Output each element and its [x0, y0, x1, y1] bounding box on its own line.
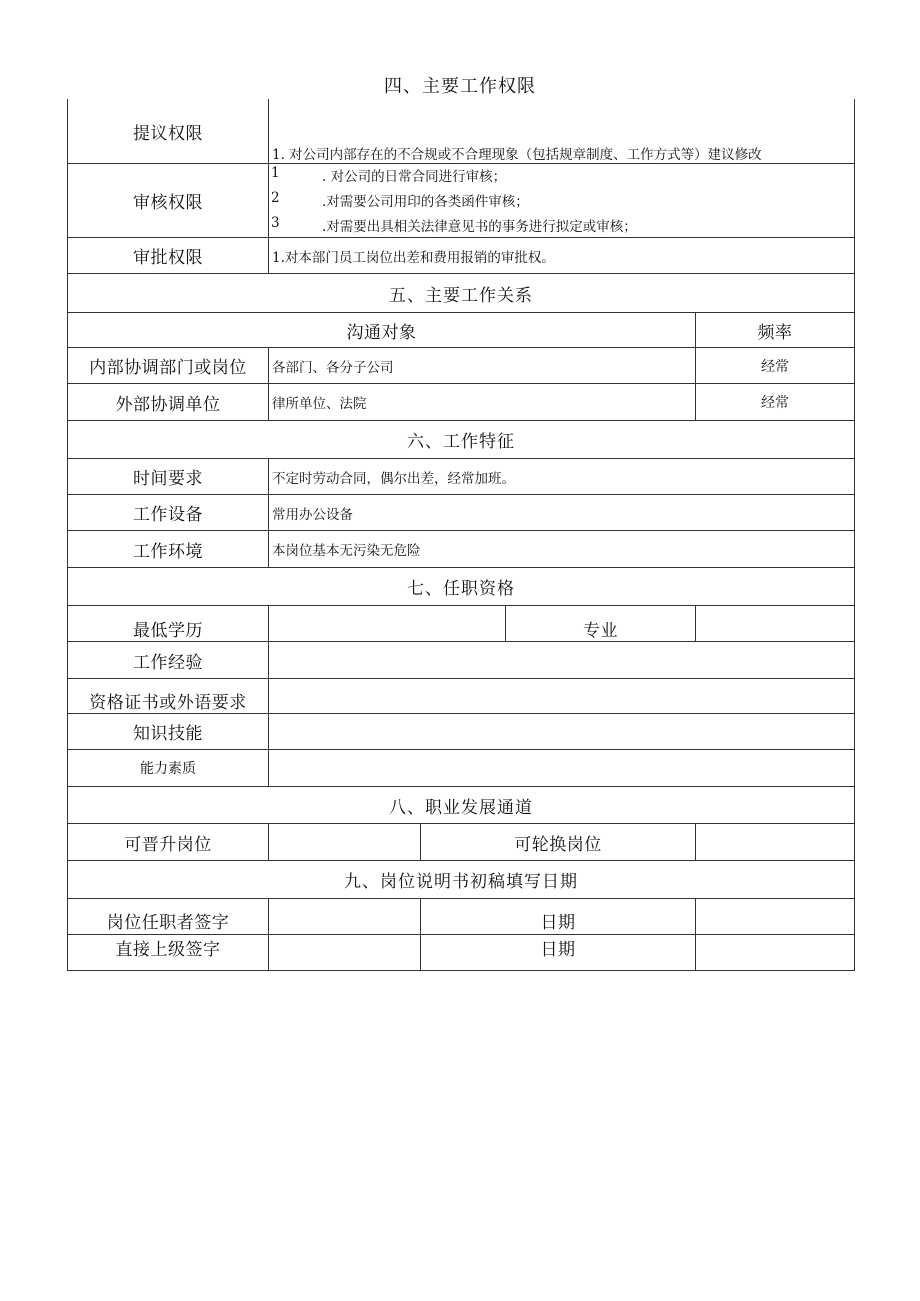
- section-title-date-fill: 九、岗位说明书初稿填写日期: [344, 872, 578, 892]
- internal-coordination-frequency: 经常: [761, 358, 789, 375]
- proposal-authority-text: 1. 对公司内部存在的不合规或不合理现象（包括规章制度、工作方式等）建议修改: [272, 147, 762, 163]
- frequency-header: 频率: [757, 322, 793, 343]
- review-item-3-num: 3: [271, 215, 280, 231]
- promotion-position-label: 可晋升岗位: [124, 834, 212, 855]
- certificate-language-label: 资格证书或外语要求: [89, 692, 247, 713]
- ability-quality-label: 能力素质: [140, 761, 196, 777]
- rotation-position-label: 可轮换岗位: [514, 834, 602, 855]
- review-item-2-num: 2: [271, 190, 280, 206]
- review-item-3-text: .对需要出具相关法律意见书的事务进行拟定或审核；: [322, 219, 637, 235]
- external-coordination-label: 外部协调单位: [115, 394, 221, 415]
- review-item-2-text: .对需要公司用印的各类函件审核；: [322, 194, 529, 210]
- min-education-label: 最低学历: [133, 620, 203, 641]
- external-coordination-frequency: 经常: [761, 395, 789, 411]
- review-item-1-text: . 对公司的日常合同进行审核；: [322, 169, 507, 185]
- internal-coordination-label: 内部协调部门或岗位: [89, 358, 247, 378]
- knowledge-skills-label: 知识技能: [133, 724, 203, 744]
- position-holder-signature-label: 岗位任职者签字: [106, 912, 230, 933]
- major-value: [696, 606, 854, 641]
- approval-authority-label: 审批权限: [133, 248, 203, 268]
- section-title-features: 六、工作特征: [407, 432, 515, 452]
- supervisor-date-label: 日期: [540, 939, 576, 960]
- approval-authority-text: 1.对本部门员工岗位出差和费用报销的审批权。: [272, 249, 555, 266]
- section-title-qualifications: 七、任职资格: [407, 579, 515, 599]
- work-equipment-label: 工作设备: [133, 505, 203, 525]
- section-title-authority: 四、主要工作权限: [384, 76, 536, 97]
- work-environment-label: 工作环境: [133, 541, 203, 562]
- review-item-1-num: 1: [271, 165, 280, 181]
- min-education-value: [269, 606, 505, 641]
- holder-date-label: 日期: [540, 912, 576, 933]
- review-authority-label: 审核权限: [133, 193, 203, 213]
- time-requirement-label: 时间要求: [133, 469, 203, 489]
- proposal-authority-label: 提议权限: [133, 123, 203, 144]
- supervisor-signature-label: 直接上级签字: [115, 939, 221, 960]
- work-equipment-value: 常用办公设备: [272, 506, 353, 523]
- major-label: 专业: [583, 620, 618, 641]
- work-environment-value: 本岗位基本无污染无危险: [272, 543, 421, 559]
- communication-target-header: 沟通对象: [346, 322, 417, 343]
- external-coordination-target: 律所单位、法院: [272, 396, 367, 412]
- section-title-career: 八、职业发展通道: [389, 797, 533, 818]
- section-title-relations: 五、主要工作关系: [389, 285, 533, 306]
- time-requirement-value: 不定时劳动合同，偶尔出差，经常加班。: [272, 470, 515, 487]
- work-experience-label: 工作经验: [133, 652, 203, 673]
- internal-coordination-target: 各部门、各分子公司: [272, 359, 394, 376]
